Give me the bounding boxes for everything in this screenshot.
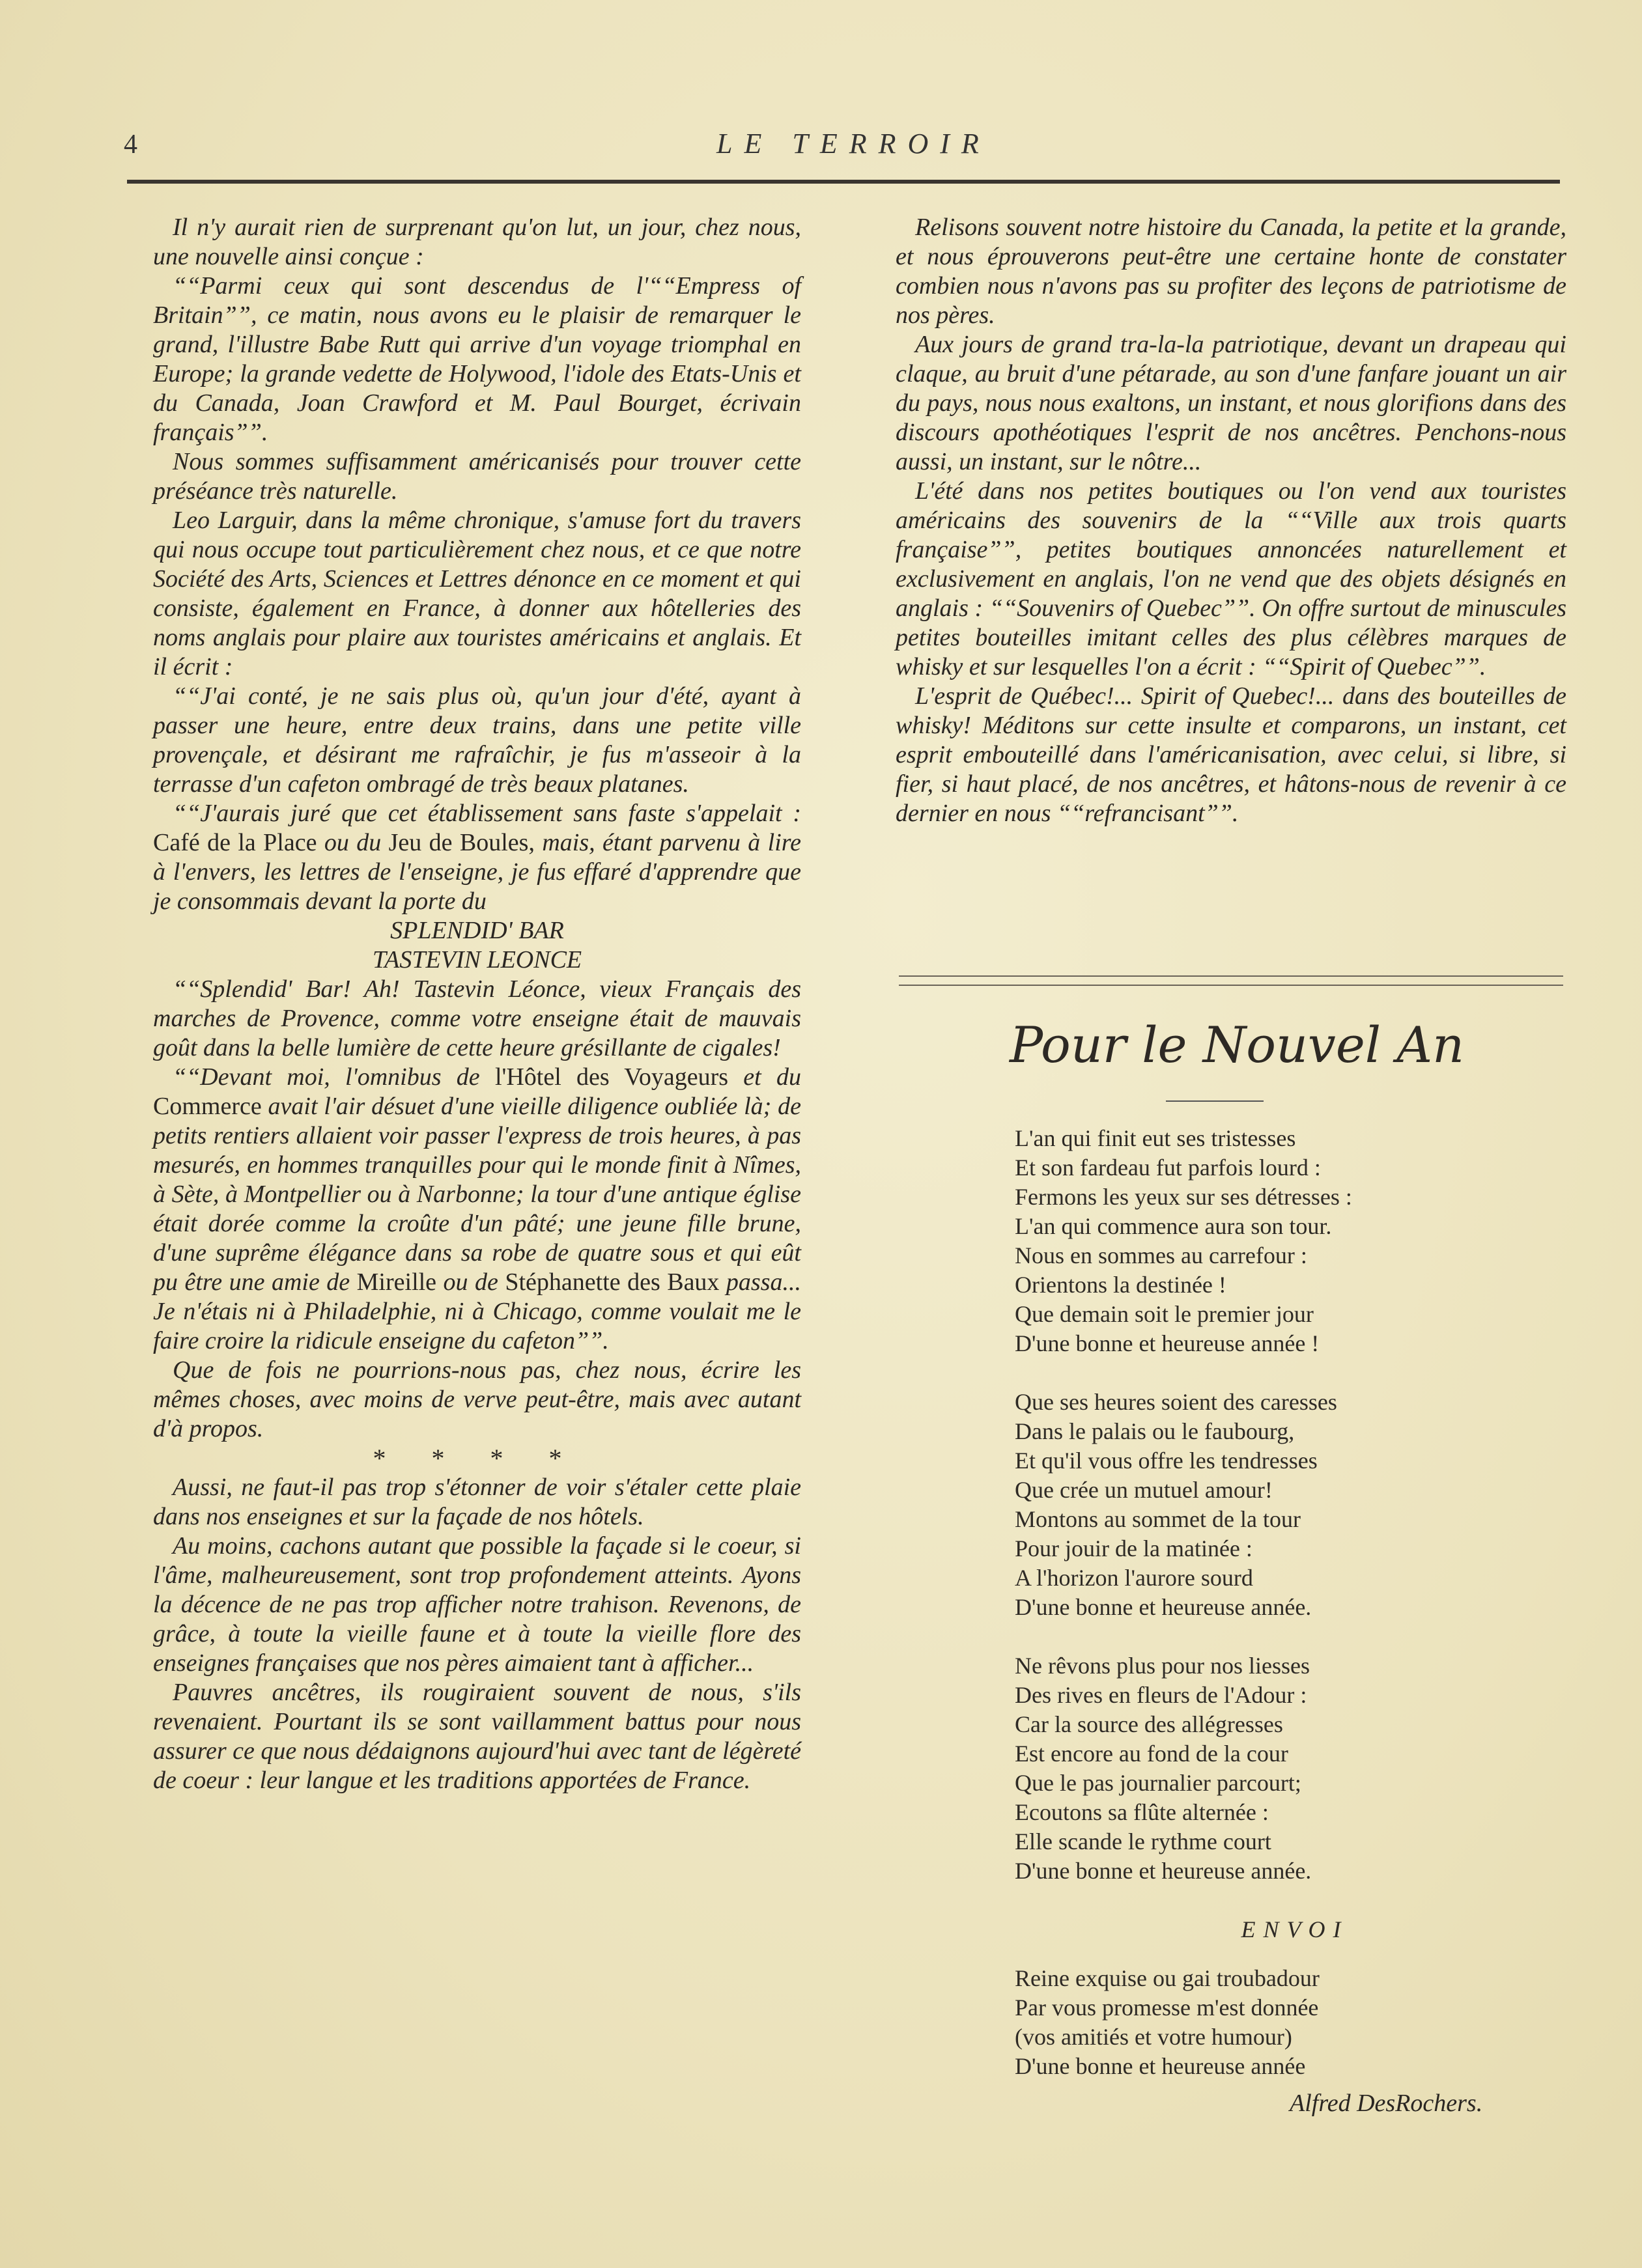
poem-line: Ecoutons sa flûte alternée : <box>1015 1799 1269 1825</box>
text-run: et du <box>728 1063 802 1091</box>
poem-line: Dans le palais ou le faubourg, <box>1015 1418 1295 1444</box>
envoi-heading: ENVOI <box>1241 1916 1349 1942</box>
right-column <box>896 213 1566 828</box>
paragraph: Il n'y aurait rien de surprenant qu'on lut, un jour, chez nous, une nouvelle ainsi conçue : <box>153 214 801 270</box>
text-run: ou de <box>436 1268 505 1296</box>
author-signature: Alfred DesRochers. <box>1290 2090 1483 2117</box>
paragraph <box>153 799 801 916</box>
title-underline <box>1166 1100 1264 1102</box>
text-run: mais, étant parvenu à lire à l'envers, les lettres de l'enseigne, je fus effaré d'apprendre que je consommais devant la porte du <box>153 829 802 915</box>
paragraph: L'été dans nos petites boutiques ou l'on vend aux touristes américains des souvenirs de la ““Ville aux trois quarts française””, petites boutiques annoncées naturellement et exclusivement en anglais, l'on ne vend que des objets désignés en anglais : ““Souvenirs of Quebec””. On offre surtout de minuscules petites bouteilles imitant celles des plus célèbres marques de whisky et sur lesquelles l'on a écrit : ““Spirit of Quebec””. <box>896 477 1566 680</box>
text-run: Café de la Place <box>153 829 317 856</box>
poem-title: Pour le Nouvel An <box>1010 1016 1465 1074</box>
poem-line: D'une bonne et heureuse année <box>1015 2053 1306 2079</box>
poem-line: D'une bonne et heureuse année ! <box>1015 1330 1320 1356</box>
poem-line: Que ses heures soient des caresses <box>1015 1389 1337 1415</box>
paragraph: ““Parmi ceux qui sont descendus de l'““Empress of Britain””, ce matin, nous avons eu le plaisir de remarquer le grand, l'illustre Babe Rutt qui arrive d'un voyage triomphal en Europe; la grande vedette de Holywood, l'idole des Etats-Unis et du Canada, Joan Crawford et M. Paul Bourget, écrivain français””. <box>153 272 801 446</box>
paragraph: Aux jours de grand tra-la-la patriotique, devant un drapeau qui claque, au bruit d'une pétarade, au son d'une fanfare jouant un air du pays, nous nous exaltons, un instant, et nous glorifions dans des discours apothéotiques l'esprit de nos ancêtres. Penchons-nous aussi, un instant, sur le nôtre... <box>896 331 1566 475</box>
poem-line: Car la source des allégresses <box>1015 1711 1283 1737</box>
paragraph: ““Splendid' Bar! Ah! Tastevin Léonce, vieux Français des marches de Provence, comme votre enseigne était de mauvais goût dans la belle lumière de cette heure grésillante de cigales! <box>153 975 801 1061</box>
header-rule <box>127 180 1560 184</box>
poem-stanza <box>1015 1651 1549 1886</box>
page-number: 4 <box>124 130 137 160</box>
poem-line: Elle scande le rythme court <box>1015 1828 1271 1855</box>
poem-line: Montons au sommet de la tour <box>1015 1506 1301 1532</box>
poem-line: Que le pas journalier parcourt; <box>1015 1770 1301 1796</box>
poem-line: Par vous promesse m'est donnée <box>1015 1995 1319 2021</box>
text-run: passa... Je n'étais ni à Philadelphie, ni à Chicago, comme voulait me le faire croire la ridicule enseigne du cafeton””. <box>153 1268 801 1354</box>
text-run: Mireille <box>356 1268 437 1296</box>
poem-line: Ne rêvons plus pour nos liesses <box>1015 1653 1310 1679</box>
poem-line: L'an qui commence aura son tour. <box>1015 1213 1332 1239</box>
poem-line: Orientons la destinée ! <box>1015 1272 1226 1298</box>
paragraph: Que de fois ne pourrions-nous pas, chez nous, écrire les mêmes choses, avec moins de verve peut-être, mais avec autant d'à propos. <box>153 1356 801 1442</box>
poem-line: Des rives en fleurs de l'Adour : <box>1015 1682 1307 1708</box>
paragraph <box>153 1063 801 1356</box>
paragraph: Leo Larguir, dans la même chronique, s'amuse fort du travers qui nous occupe tout particulièrement chez nous, et ce que notre Société des Arts, Sciences et Lettres dénonce en ce moment et qui consiste, également en France, à donner aux hôtelleries des noms anglais pour plaire aux touristes américains et anglais. Et il écrit : <box>153 507 801 680</box>
paragraph: Relisons souvent notre histoire du Canada, la petite et la grande, et nous éprouverons peut-être une certaine honte de constater combien nous n'avons pas su profiter des leçons de patriotisme de nos pères. <box>896 214 1566 329</box>
paragraph: ““J'ai conté, je ne sais plus où, qu'un jour d'été, ayant à passer une heure, entre deux trains, dans une petite ville provençale, et désirant me rafraîchir, je fus m'asseoir à la terrasse d'un cafeton ombragé de très beaux platanes. <box>153 682 801 798</box>
text-run: avait l'air désuet d'une vieille diligence oubliée là; de petits rentiers allaient voir passer l'express de trois heures, à pas mesurés, en hommes tranquilles pour qui le monde finit à Nîmes, à Sète, à Montpellier ou à Narbonne; la tour d'une antique église était dorée comme la croûte d'un pâté; une jeune fille brune, d'une suprême élégance dans sa robe de quatre sous et qui eût pu être une amie de <box>153 1093 801 1296</box>
paragraph: Pauvres ancêtres, ils rougiraient souvent de nous, s'ils revenaient. Pourtant ils se sont vaillamment battus pour nous assurer ce que nous dédaignons aujourd'hui avec tant de légèreté de coeur : leur langue et les traditions apportées de France. <box>153 1679 801 1794</box>
paragraph: Nous sommes suffisamment américanisés pour trouver cette préséance très naturelle. <box>153 448 801 505</box>
poem-line: Que crée un mutuel amour! <box>1015 1477 1273 1503</box>
text-run: l'Hôtel des Voyageurs <box>494 1063 729 1091</box>
envoi-stanza <box>1015 1964 1549 2081</box>
text-run: ““J'aurais juré que cet établissement sans faste s'appelait : <box>173 800 801 827</box>
poem-line: (vos amitiés et votre humour) <box>1015 2024 1292 2050</box>
poem-line: Pour jouir de la matinée : <box>1015 1535 1253 1561</box>
poem-stanza <box>1015 1388 1549 1622</box>
text-run: ““Devant moi, l'omnibus de <box>173 1063 495 1091</box>
paragraph: L'esprit de Québec!... Spirit of Quebec!... dans des bouteilles de whisky! Méditons sur cette insulte et comparons, un instant, cet esprit embouteillé dans l'américanisation, avec celui, si libre, si fier, si haut placé, de nos ancêtres, et hâtons-nous de revenir à ce dernier en nous ““refrancisant””. <box>896 682 1566 827</box>
text-run: Stéphanette des Baux <box>505 1268 720 1296</box>
text-run: Jeu de Boules, <box>388 829 535 856</box>
sign-line: SPLENDID' BAR <box>390 917 564 944</box>
poem-line: D'une bonne et heureuse année. <box>1015 1594 1312 1620</box>
text-run: Commerce <box>153 1093 262 1120</box>
poem-line: Et qu'il vous offre les tendresses <box>1015 1448 1318 1474</box>
poem-line: Reine exquise ou gai troubadour <box>1015 1965 1320 1991</box>
section-divider-stars: * * * * <box>373 1444 582 1473</box>
poem-line: A l'horizon l'aurore sourd <box>1015 1565 1253 1591</box>
poem-line: Nous en sommes au carrefour : <box>1015 1242 1307 1268</box>
text-run: ou du <box>317 829 389 856</box>
running-title: LE TERROIR <box>716 128 991 160</box>
poem-line: Que demain soit le premier jour <box>1015 1301 1314 1327</box>
poem-line: Est encore au fond de la cour <box>1015 1741 1288 1767</box>
sign-line: TASTEVIN LEONCE <box>372 946 582 973</box>
left-column <box>153 213 801 1795</box>
poem-line: L'an qui finit eut ses tristesses <box>1015 1125 1296 1151</box>
poem-line: Et son fardeau fut parfois lourd : <box>1015 1155 1321 1181</box>
poem-line: Fermons les yeux sur ses détresses : <box>1015 1184 1352 1210</box>
section-divider <box>899 975 1563 986</box>
paragraph: Au moins, cachons autant que possible la façade si le coeur, si l'âme, malheureusement, sont trop profondement atteints. Ayons la décence de ne pas trop afficher notre trahison. Revenons, de grâce, à toute la vieille faune et à toute la vieille flore des enseignes françaises que nos pères aimaient tant à afficher... <box>153 1532 801 1677</box>
poem-stanza <box>1015 1124 1549 1358</box>
poem-line: D'une bonne et heureuse année. <box>1015 1858 1312 1884</box>
paragraph: Aussi, ne faut-il pas trop s'étonner de voir s'étaler cette plaie dans nos enseignes et sur la façade de nos hôtels. <box>153 1474 801 1530</box>
poem <box>1015 1124 1549 2081</box>
